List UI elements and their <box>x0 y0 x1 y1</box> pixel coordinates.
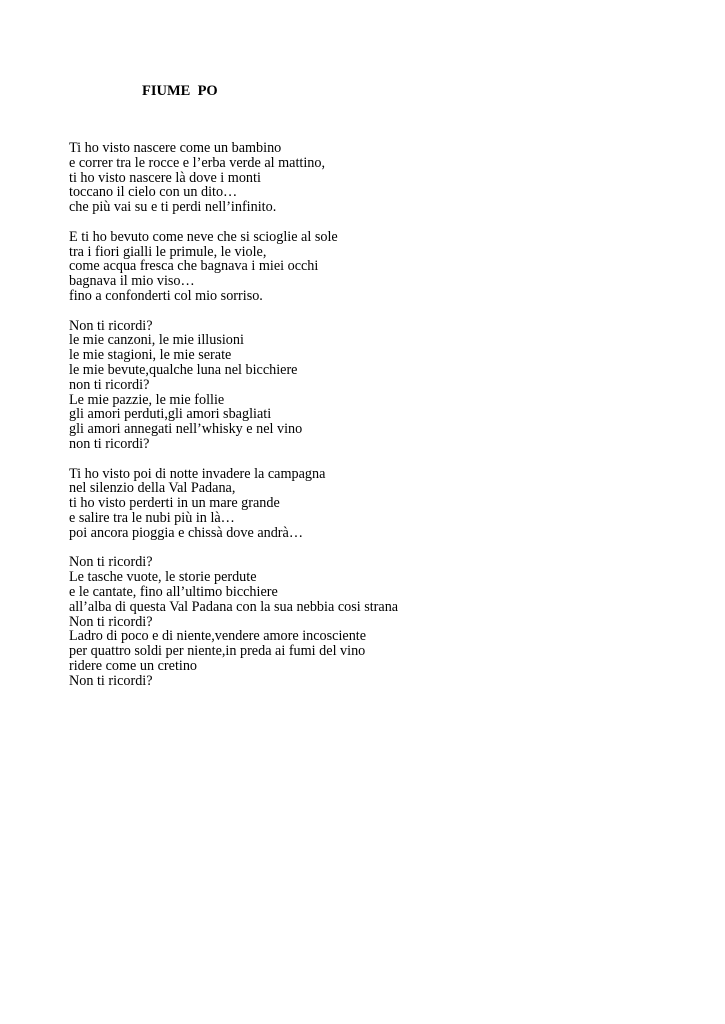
poem-line: ti ho visto perderti in un mare grande <box>69 495 280 512</box>
poem-line: e salire tra le nubi più in là… <box>69 509 235 526</box>
poem-line: ti ho visto nascere là dove i monti <box>69 169 261 186</box>
poem-line: gli amori perduti,gli amori sbagliati <box>69 406 272 423</box>
poem-line: toccano il cielo con un dito… <box>69 184 238 201</box>
poem-line: e correr tra le rocce e l’erba verde al mattino, <box>69 154 326 171</box>
poem-line: tra i fiori gialli le primule, le viole, <box>69 243 267 260</box>
stanza-5 <box>69 555 398 688</box>
poem-line: fino a confonderti col mio sorriso. <box>69 287 263 304</box>
poem-line: Non ti ricordi? <box>69 554 153 571</box>
poem-line: e le cantate, fino all’ultimo bicchiere <box>69 583 278 600</box>
poem-title: FIUME PO <box>142 83 218 99</box>
poem-line: E ti ho bevuto come neve che si scioglie al sole <box>69 228 338 245</box>
poem-line: ridere come un cretino <box>69 657 198 674</box>
poem-line: non ti ricordi? <box>69 376 150 393</box>
stanza-4 <box>69 467 398 541</box>
poem-line: bagnava il mio viso… <box>69 273 195 290</box>
poem-line: poi ancora pioggia e chissà dove andrà… <box>69 524 304 541</box>
poem-line: non ti ricordi? <box>69 435 150 452</box>
poem-line: Ti ho visto poi di notte invadere la campagna <box>69 465 326 482</box>
stanza-1 <box>69 141 398 215</box>
poem-line: Non ti ricordi? <box>69 672 153 689</box>
poem-line: nel silenzio della Val Padana, <box>69 480 236 497</box>
poem-line: Non ti ricordi? <box>69 613 153 630</box>
poem-line: per quattro soldi per niente,in preda ai fumi del vino <box>69 643 366 660</box>
poem-line: Le tasche vuote, le storie perdute <box>69 569 257 586</box>
poem-line: le mie canzoni, le mie illusioni <box>69 332 244 349</box>
stanza-3 <box>69 319 398 452</box>
poem-line: Ladro di poco e di niente,vendere amore incosciente <box>69 628 367 645</box>
stanza-2 <box>69 230 398 304</box>
poem-line: come acqua fresca che bagnava i miei occhi <box>69 258 319 275</box>
poem-line: Non ti ricordi? <box>69 317 153 334</box>
poem-line: Ti ho visto nascere come un bambino <box>69 140 282 156</box>
poem-line: che più vai su e ti perdi nell’infinito. <box>69 199 277 216</box>
poem-line: le mie stagioni, le mie serate <box>69 347 232 364</box>
poem-line: le mie bevute,qualche luna nel bicchiere <box>69 361 298 378</box>
poem-line: gli amori annegati nell’whisky e nel vino <box>69 421 303 438</box>
poem-line: all’alba di questa Val Padana con la sua nebbia cosi strana <box>69 598 399 615</box>
poem-line: Le mie pazzie, le mie follie <box>69 391 225 408</box>
poem-body <box>69 141 398 688</box>
